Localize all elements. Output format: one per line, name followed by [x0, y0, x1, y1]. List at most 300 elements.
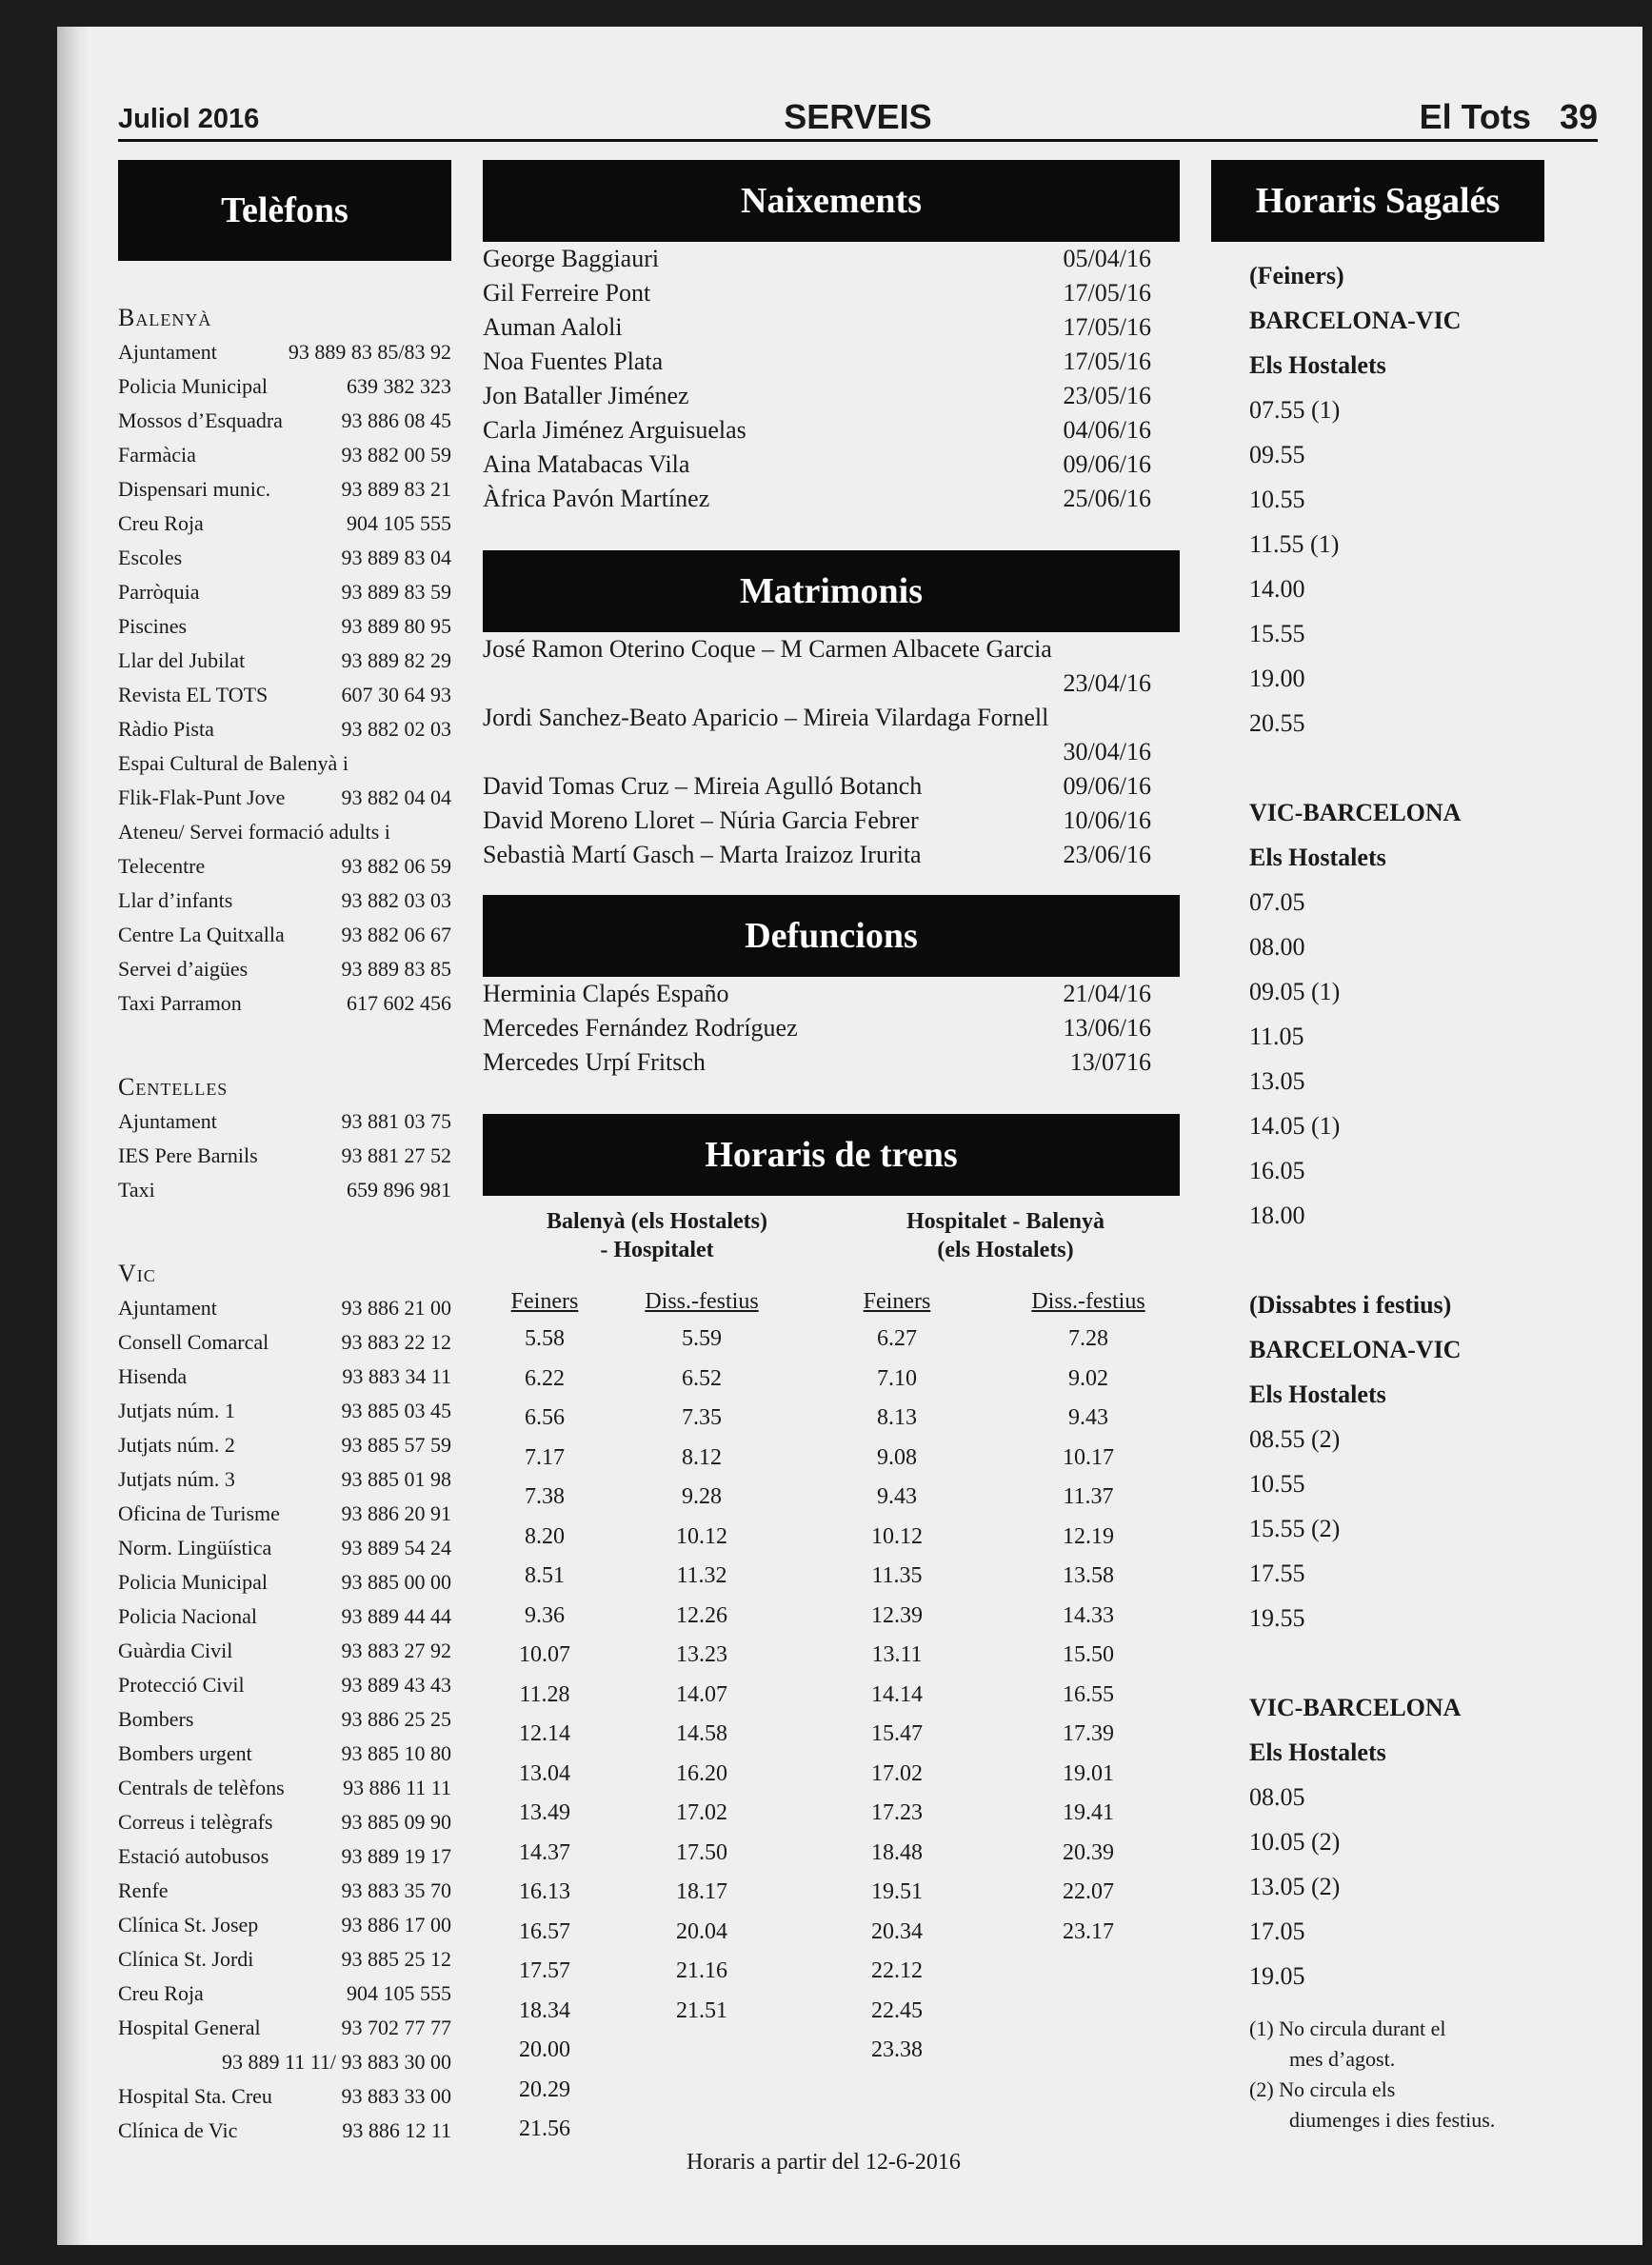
departure-time: 19.01 [1063, 1760, 1114, 1786]
departure-time: 7.35 [682, 1405, 722, 1430]
person-name: Aina Matabacas Vila [483, 450, 690, 478]
entry-phone: 93 882 04 04 [341, 785, 451, 809]
entry-phone: 904 105 555 [347, 511, 451, 535]
departure-time: 11.32 [676, 1563, 727, 1588]
bus-departure-time: 15.55 [1249, 620, 1305, 647]
departure-time: 12.14 [519, 1721, 570, 1746]
marriage-row [483, 769, 1180, 804]
entry-name: Hisenda [118, 1364, 188, 1388]
header-publication [1420, 97, 1598, 137]
bus-departure-time: 11.55 (1) [1249, 530, 1340, 558]
timetable-column [797, 1283, 997, 2150]
directory-entry [118, 1839, 451, 1874]
entry-name: Clínica St. Josep [118, 1913, 259, 1937]
entry-phone: 93 885 00 00 [341, 1570, 451, 1594]
sagales-notes [1211, 2014, 1544, 2136]
entry-phone: 93 885 57 59 [341, 1433, 451, 1457]
directory-town-title: Centelles [118, 1073, 229, 1101]
entry-phone: 93 886 11 11 [343, 1776, 451, 1799]
person-name: Àfrica Pavón Martínez [483, 485, 710, 512]
entry-phone: 904 105 555 [347, 1981, 451, 2005]
directory-town-title: Vic [118, 1260, 156, 1287]
directory-entry [118, 575, 451, 609]
bus-departure-time: 10.55 [1249, 1470, 1305, 1498]
directory-entry [118, 678, 451, 712]
entry-name: Jutjats núm. 3 [118, 1467, 235, 1491]
timetable-column [607, 1283, 797, 2150]
departure-time: 8.51 [525, 1563, 565, 1588]
directory-entry [118, 1173, 451, 1207]
entry-name: Ajuntament [118, 1296, 217, 1320]
departure-time: 11.35 [871, 1563, 923, 1588]
directory-entry [118, 2045, 451, 2079]
entry-name: Ateneu/ Servei formació adults i [118, 820, 390, 844]
departure-time: 20.34 [871, 1918, 923, 1944]
marriage-couple: Sebastià Martí Gasch – Marta Iraizoz Irurita [483, 841, 922, 868]
entry-name: Creu Roja [118, 511, 204, 535]
entry-name: Revista EL TOTS [118, 683, 269, 706]
bus-departure-time: 16.05 [1249, 1157, 1305, 1184]
directory-entry [118, 1428, 451, 1462]
entry-name: IES Pere Barnils [118, 1143, 258, 1167]
departure-time: 9.43 [877, 1484, 917, 1509]
entry-phone: 607 30 64 93 [341, 683, 451, 706]
entry-phone: 93 883 34 11 [342, 1364, 451, 1388]
entry-name: Clínica St. Jordi [118, 1947, 254, 1971]
defuncions-list [483, 977, 1180, 1080]
departure-time: 17.57 [519, 1958, 570, 1983]
directory-entry [118, 541, 451, 575]
entry-name: Correus i telègrafs [118, 1810, 273, 1834]
event-date: 17/05/16 [1063, 313, 1151, 341]
birth-row [483, 276, 1180, 310]
directory-entry [118, 1497, 451, 1531]
entry-phone: 93 886 20 91 [341, 1501, 451, 1525]
schedule-heading: VIC-BARCELONA [1249, 799, 1462, 826]
bus-departure-time: 08.55 (2) [1249, 1425, 1341, 1453]
entry-phone: 93 885 10 80 [341, 1741, 451, 1765]
entry-phone: 659 896 981 [347, 1178, 451, 1202]
directory-entry [118, 1805, 451, 1839]
bus-departure-time: 09.05 (1) [1249, 978, 1341, 1005]
entry-name: Taxi Parramon [118, 991, 242, 1015]
entry-name: Piscines [118, 614, 188, 638]
directory-entry [118, 1702, 451, 1737]
entry-name: Flik-Flak-Punt Jove [118, 785, 286, 809]
entry-phone: 93 883 22 12 [341, 1330, 451, 1354]
departure-time: 13.49 [519, 1800, 570, 1825]
directory-entry [118, 1599, 451, 1634]
directory-entry [118, 815, 451, 849]
birth-row [483, 345, 1180, 379]
departure-time: 16.13 [519, 1879, 570, 1904]
train-timetable [483, 1283, 1180, 2150]
route-balenya-hospitalet: Balenyà (els Hostalets) - Hospitalet [547, 1209, 767, 1262]
directory-entry [118, 781, 451, 815]
marriage-row [483, 804, 1180, 838]
event-date: 21/04/16 [1063, 980, 1151, 1007]
entry-name: Creu Roja [118, 1981, 204, 2005]
matrimonis-banner: Matrimonis [483, 550, 1180, 632]
entry-phone: 93 889 82 29 [341, 648, 451, 672]
departure-time: 18.48 [871, 1839, 923, 1865]
directory-entry [118, 1531, 451, 1565]
bus-departure-time: 17.55 [1249, 1560, 1305, 1587]
bus-departure-time: 19.55 [1249, 1604, 1305, 1632]
directory-entry [118, 609, 451, 644]
telefons-sections [118, 301, 451, 2148]
departure-time: 14.33 [1063, 1602, 1114, 1628]
departure-time: 14.37 [519, 1839, 570, 1865]
entry-phone: 93 882 06 67 [341, 923, 451, 946]
schedule-footnote: (1) No circula durant el [1249, 2017, 1446, 2040]
schedule-footnote: diumenges i dies festius. [1289, 2108, 1496, 2132]
schedule-heading: (Feiners) [1249, 262, 1344, 289]
entry-phone: 93 889 83 85 [341, 957, 451, 981]
schedule-heading: (Dissabtes i festius) [1249, 1291, 1452, 1319]
entry-name: Jutjats núm. 1 [118, 1399, 235, 1422]
entry-name: Policia Nacional [118, 1604, 258, 1628]
person-name: George Baggiauri [483, 245, 660, 272]
directory-entry [118, 1104, 451, 1139]
entry-phone: 93 886 17 00 [341, 1913, 451, 1937]
departure-time: 8.12 [682, 1444, 722, 1470]
person-name: Mercedes Urpí Fritsch [483, 1048, 706, 1076]
timetable-column-header: Diss.-festius [1031, 1289, 1145, 1314]
departure-time: 17.02 [871, 1760, 923, 1786]
departure-time: 23.38 [871, 2037, 923, 2062]
event-date: 13/0716 [1069, 1048, 1151, 1076]
entry-phone: 617 602 456 [347, 991, 451, 1015]
entry-phone: 93 885 25 12 [341, 1947, 451, 1971]
telefons-banner: Telèfons [118, 160, 451, 261]
entry-phone: 93 883 27 92 [341, 1639, 451, 1662]
entry-name: Clínica de Vic [118, 2118, 238, 2142]
directory-entry [118, 507, 451, 541]
entry-phone: 93 889 19 17 [341, 1844, 451, 1868]
bus-departure-time: 14.00 [1249, 575, 1305, 603]
directory-entry [118, 369, 451, 404]
marriage-couple: José Ramon Oterino Coque – M Carmen Albacete Garcia [483, 635, 1052, 663]
departure-time: 16.55 [1063, 1681, 1114, 1707]
directory-entry [118, 849, 451, 884]
entry-name: Centrals de telèfons [118, 1776, 285, 1799]
departure-time: 20.29 [519, 2076, 570, 2102]
birth-row [483, 413, 1180, 447]
departure-time: 14.58 [676, 1721, 727, 1746]
departure-time: 7.28 [1068, 1326, 1108, 1351]
departure-time: 6.56 [525, 1405, 565, 1430]
entry-phone: 93 881 27 52 [341, 1143, 451, 1167]
event-date: 25/06/16 [1063, 485, 1151, 512]
birth-row [483, 482, 1180, 516]
bus-departure-time: 19.00 [1249, 665, 1305, 692]
departure-time: 20.04 [676, 1918, 727, 1944]
entry-phone: 93 885 03 45 [341, 1399, 451, 1422]
event-date: 05/04/16 [1063, 245, 1151, 272]
entry-phone: 639 382 323 [347, 374, 451, 398]
directory-entry [118, 2011, 451, 2045]
marriage-date: 23/04/16 [1063, 669, 1151, 697]
departure-time: 9.36 [525, 1602, 565, 1628]
sagales-schedule [1211, 253, 1544, 1998]
person-name: Jon Bataller Jiménez [483, 382, 689, 409]
departure-time: 15.47 [871, 1721, 923, 1746]
departure-time: 13.58 [1063, 1563, 1114, 1588]
schedule-heading: VIC-BARCELONA [1249, 1694, 1462, 1721]
schedule-spacer [1249, 1640, 1544, 1685]
departure-time: 18.17 [676, 1879, 727, 1904]
birth-row [483, 242, 1180, 276]
bus-departure-time: 10.05 (2) [1249, 1828, 1341, 1856]
bus-departure-time: 14.05 (1) [1249, 1112, 1341, 1140]
entry-name: Servei d’aigües [118, 957, 249, 981]
bus-departure-time: 15.55 (2) [1249, 1515, 1341, 1542]
departure-time: 7.10 [877, 1365, 917, 1391]
departure-time: 10.07 [519, 1642, 570, 1667]
directory-entry [118, 952, 451, 986]
entry-phone: 93 889 83 85/83 92 [288, 340, 451, 364]
publication-name: El Tots [1419, 97, 1531, 136]
trens-banner: Horaris de trens [483, 1114, 1180, 1196]
marriage-date: 23/06/16 [1063, 841, 1151, 868]
timetable-column-header: Diss.-festius [645, 1289, 759, 1314]
directory-entry [118, 1942, 451, 1977]
directory-entry [118, 472, 451, 507]
entry-name: Consell Comarcal [118, 1330, 269, 1354]
event-date: 04/06/16 [1063, 416, 1151, 444]
person-name: Gil Ferreire Pont [483, 279, 651, 307]
entry-phone: 93 883 35 70 [341, 1878, 451, 1902]
marriage-couple: David Tomas Cruz – Mireia Agulló Botanch [483, 772, 923, 800]
departure-time: 10.12 [676, 1523, 727, 1549]
directory-entry [118, 1668, 451, 1702]
entry-phone: 93 886 25 25 [341, 1707, 451, 1731]
directory-entry [118, 918, 451, 952]
schedule-heading: Els Hostalets [1249, 844, 1386, 871]
bus-departure-time: 08.00 [1249, 933, 1305, 961]
entry-phone: 93 889 54 24 [341, 1536, 451, 1560]
entry-phone: 93 889 11 11/ 93 883 30 00 [222, 2050, 451, 2074]
departure-time: 9.02 [1068, 1365, 1108, 1391]
entry-phone: 93 889 44 44 [341, 1604, 451, 1628]
schedule-spacer [1249, 1238, 1544, 1282]
bus-departure-time: 18.00 [1249, 1202, 1305, 1229]
schedule-heading: Els Hostalets [1249, 1738, 1386, 1766]
naixements-banner: Naixements [483, 160, 1180, 242]
directory-entry [118, 335, 451, 369]
page-spine-shadow [57, 27, 90, 2245]
event-date: 09/06/16 [1063, 450, 1151, 478]
entry-name: Policia Municipal [118, 1570, 269, 1594]
directory-entry [118, 404, 451, 438]
departure-time: 21.16 [676, 1958, 727, 1983]
entry-phone: 93 881 03 75 [341, 1109, 451, 1133]
entry-name: Espai Cultural de Balenyà i [118, 751, 348, 775]
entry-name: Hospital General [118, 2016, 261, 2039]
entry-phone: 93 889 83 21 [341, 477, 451, 501]
directory-entry [118, 2114, 451, 2148]
departure-time: 9.43 [1068, 1405, 1108, 1430]
departure-time: 14.14 [871, 1681, 923, 1707]
schedule-heading: BARCELONA-VIC [1249, 307, 1462, 334]
bus-departure-time: 08.05 [1249, 1783, 1305, 1811]
entry-name: Protecció Civil [118, 1673, 245, 1697]
schedule-footnote: mes d’agost. [1289, 2047, 1396, 2071]
departure-time: 22.45 [871, 1997, 923, 2023]
timetable-column-header: Feiners [510, 1289, 579, 1314]
bus-departure-time: 20.55 [1249, 709, 1305, 737]
schedule-heading: BARCELONA-VIC [1249, 1336, 1462, 1363]
timetable-column-header: Feiners [863, 1289, 931, 1314]
marriage-row [483, 838, 1180, 872]
entry-phone: 93 885 01 98 [341, 1467, 451, 1491]
entry-phone: 93 889 83 04 [341, 546, 451, 569]
marriage-couple: David Moreno Lloret – Núria Garcia Febrer [483, 806, 919, 834]
entry-phone: 93 882 00 59 [341, 443, 451, 467]
directory-entry [118, 884, 451, 918]
bus-departure-time: 07.05 [1249, 888, 1305, 916]
entry-phone: 93 885 09 90 [341, 1810, 451, 1834]
bus-departure-time: 10.55 [1249, 486, 1305, 513]
person-name: Mercedes Fernández Rodríguez [483, 1014, 798, 1042]
departure-time: 10.12 [871, 1523, 923, 1549]
person-name: Carla Jiménez Arguisuelas [483, 416, 746, 444]
sagales-column [1211, 160, 1544, 2136]
defuncions-banner: Defuncions [483, 895, 1180, 977]
departure-time: 19.41 [1063, 1800, 1114, 1825]
sagales-banner: Horaris Sagalés [1211, 160, 1544, 242]
entry-name: Estació autobusos [118, 1844, 269, 1868]
entry-phone: 93 882 06 59 [341, 854, 451, 878]
departure-time: 15.50 [1063, 1642, 1114, 1667]
departure-time: 5.58 [525, 1326, 565, 1351]
departure-time: 21.51 [676, 1997, 727, 2023]
entry-name: Dispensari munic. [118, 477, 271, 501]
marriage-couple: Jordi Sanchez-Beato Aparicio – Mireia Vilardaga Fornell [483, 704, 1049, 731]
directory-entry [118, 712, 451, 746]
directory-section [118, 1257, 451, 2148]
directory-entry [118, 644, 451, 678]
departure-time: 8.13 [877, 1405, 917, 1430]
entry-phone: 93 886 08 45 [341, 408, 451, 432]
entry-name: Mossos d’Esquadra [118, 408, 283, 432]
registry-column [483, 160, 1180, 2175]
event-date: 23/05/16 [1063, 382, 1151, 409]
timetable-column [483, 1283, 607, 2150]
event-date: 17/05/16 [1063, 279, 1151, 307]
marriage-date: 10/06/16 [1063, 806, 1151, 834]
header-date: Juliol 2016 [118, 104, 260, 134]
directory-town-title: Balenyà [118, 304, 212, 331]
trains-routes [483, 1207, 1180, 1264]
bus-departure-time: 07.55 (1) [1249, 396, 1341, 424]
directory-entry [118, 1139, 451, 1173]
departure-time: 17.39 [1063, 1721, 1114, 1746]
event-date: 13/06/16 [1063, 1014, 1151, 1042]
entry-name: Bombers urgent [118, 1741, 252, 1765]
entry-name: Norm. Lingüística [118, 1536, 272, 1560]
departure-time: 17.02 [676, 1800, 727, 1825]
entry-name: Hospital Sta. Creu [118, 2084, 272, 2108]
entry-name: Jutjats núm. 2 [118, 1433, 235, 1457]
departure-time: 14.07 [676, 1681, 727, 1707]
departure-time: 11.28 [519, 1681, 570, 1707]
person-name: Auman Aaloli [483, 313, 623, 341]
entry-phone: 93 889 80 95 [341, 614, 451, 638]
directory-entry [118, 746, 451, 781]
entry-name: Llar del Jubilat [118, 648, 246, 672]
bus-departure-time: 13.05 (2) [1249, 1873, 1341, 1900]
directory-entry [118, 1634, 451, 1668]
entry-name: Guàrdia Civil [118, 1639, 233, 1662]
entry-name: Renfe [118, 1878, 169, 1902]
departure-time: 21.56 [519, 2116, 570, 2141]
departure-time: 13.23 [676, 1642, 727, 1667]
directory-entry [118, 1874, 451, 1908]
departure-time: 9.08 [877, 1444, 917, 1470]
directory-entry [118, 2079, 451, 2114]
departure-time: 16.20 [676, 1760, 727, 1786]
entry-phone: 93 882 02 03 [341, 717, 451, 741]
route-hospitalet-balenya: Hospitalet - Balenyà (els Hostalets) [906, 1209, 1105, 1262]
schedule-spacer [1249, 745, 1544, 790]
entry-name: Telecentre [118, 854, 206, 878]
entry-phone: 93 882 03 03 [341, 888, 451, 912]
entry-phone: 93 889 83 59 [341, 580, 451, 604]
entry-name: Taxi [118, 1178, 155, 1202]
event-date: 17/05/16 [1063, 348, 1151, 375]
page-number: 39 [1559, 97, 1598, 136]
marriage-date: 09/06/16 [1063, 772, 1151, 800]
directory-section [118, 1070, 451, 1207]
departure-time: 12.19 [1063, 1523, 1114, 1549]
entry-name: Parròquia [118, 580, 200, 604]
departure-time: 16.57 [519, 1918, 570, 1944]
directory-entry [118, 1360, 451, 1394]
bus-departure-time: 09.55 [1249, 441, 1305, 468]
entry-phone: 93 702 77 77 [341, 2016, 451, 2039]
departure-time: 9.28 [682, 1484, 722, 1509]
departure-time: 20.39 [1063, 1839, 1114, 1865]
departure-time: 22.07 [1063, 1879, 1114, 1904]
directory-entry [118, 438, 451, 472]
entry-name: Ajuntament [118, 1109, 217, 1133]
header-section-title: SERVEIS [784, 97, 932, 136]
matrimonis-list [483, 632, 1180, 872]
death-row [483, 977, 1180, 1011]
birth-row [483, 379, 1180, 413]
schedule-footnote: (2) No circula els [1249, 2077, 1396, 2101]
departure-time: 22.12 [871, 1958, 923, 1983]
directory-entry [118, 1325, 451, 1360]
entry-name: Ajuntament [118, 340, 217, 364]
departure-time: 6.52 [682, 1365, 722, 1391]
entry-name: Farmàcia [118, 443, 196, 467]
departure-time: 13.04 [519, 1760, 570, 1786]
directory-entry [118, 1462, 451, 1497]
telefons-column [118, 160, 451, 2148]
departure-time: 17.23 [871, 1800, 923, 1825]
departure-time: 8.20 [525, 1523, 565, 1549]
timetable-column [997, 1283, 1180, 2150]
departure-time: 23.17 [1063, 1918, 1114, 1944]
directory-entry [118, 1977, 451, 2011]
directory-entry [118, 1291, 451, 1325]
entry-phone: 93 889 43 43 [341, 1673, 451, 1697]
entry-phone: 93 886 21 00 [341, 1296, 451, 1320]
bus-departure-time: 19.05 [1249, 1962, 1305, 1990]
